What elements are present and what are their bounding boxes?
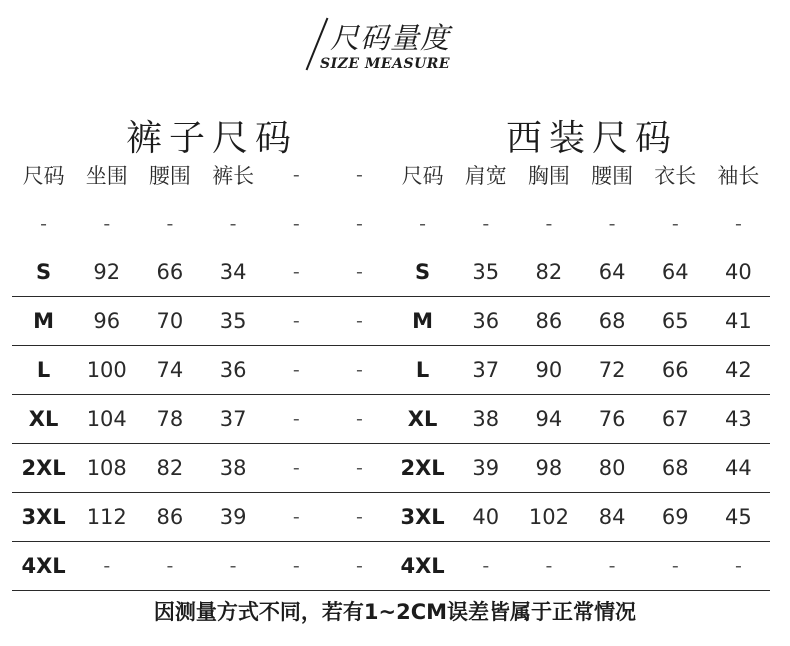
size-label-cell: S <box>36 260 52 284</box>
table-cell: 69 <box>661 505 689 529</box>
table-cell: 65 <box>661 309 689 333</box>
table-cell: 40 <box>725 260 752 284</box>
table-cell: 82 <box>535 260 563 284</box>
row-divider <box>12 590 770 591</box>
table-cell: - <box>355 408 363 430</box>
footer-note: 因测量方式不同，若有1~2CM误差皆属于正常情况 <box>153 600 637 624</box>
table-cell: 38 <box>219 456 247 480</box>
table-cell: 86 <box>535 309 563 333</box>
column-header: 尺码 <box>401 164 444 188</box>
table-cell: 96 <box>93 309 121 333</box>
table-cell: 36 <box>472 309 500 333</box>
table-cell: 35 <box>472 260 500 284</box>
table-cell: 41 <box>725 309 752 333</box>
table-cell: 68 <box>598 309 626 333</box>
size-label-cell: 3XL <box>400 505 445 529</box>
table-cell: 45 <box>725 505 752 529</box>
table-cell: - <box>292 213 300 235</box>
table-cell: - <box>229 213 237 235</box>
size-label-cell: M <box>33 309 55 333</box>
table-cell: 37 <box>472 358 500 382</box>
table-cell: 72 <box>598 358 626 382</box>
table-cell: 78 <box>156 407 184 431</box>
table-cell: - <box>292 261 300 283</box>
table-cell: 86 <box>156 505 184 529</box>
table-cell: 67 <box>661 407 689 431</box>
page-title: 尺码量度 <box>330 21 451 55</box>
table-cell: 66 <box>156 260 184 284</box>
column-header: 胸围 <box>527 164 570 188</box>
table-cell: 66 <box>661 358 689 382</box>
table-cell: 104 <box>86 407 127 431</box>
table-cell: 38 <box>472 407 500 431</box>
size-label-cell: - <box>40 213 47 235</box>
column-header: 肩宽 <box>464 164 507 188</box>
table-cell: 100 <box>86 358 127 382</box>
size-label-cell: - <box>419 213 426 235</box>
table-cell: - <box>292 506 300 528</box>
table-cell: - <box>103 555 111 577</box>
table-cell: 90 <box>535 358 563 382</box>
table-cell: 98 <box>535 456 563 480</box>
table-cell: 64 <box>661 260 689 284</box>
column-header: 衣长 <box>654 164 697 188</box>
table-cell: 37 <box>219 407 247 431</box>
table-cell: 80 <box>598 456 626 480</box>
table-cell: - <box>355 261 363 283</box>
table-cell: 44 <box>725 456 752 480</box>
table-cell: - <box>292 359 300 381</box>
table-cell: 94 <box>535 407 563 431</box>
table-cell: - <box>608 213 616 235</box>
table-cell: 36 <box>219 358 247 382</box>
table-cell: - <box>545 555 553 577</box>
pants-size-title: 裤子尺码 <box>125 118 299 159</box>
column-header: 袖长 <box>717 164 760 188</box>
column-header: 腰围 <box>148 164 191 188</box>
table-cell: - <box>166 213 174 235</box>
column-header: 尺码 <box>22 164 65 188</box>
column-header: 裤长 <box>212 164 255 188</box>
size-label-cell: S <box>415 260 431 284</box>
column-header: 腰围 <box>591 164 634 188</box>
table-cell: 39 <box>219 505 247 529</box>
table-cell: - <box>734 213 742 235</box>
table-cell: 92 <box>93 260 121 284</box>
table-cell: 108 <box>86 456 127 480</box>
size-table <box>12 150 770 591</box>
size-label-cell: L <box>415 358 430 382</box>
table-cell: 64 <box>598 260 626 284</box>
table-cell: - <box>545 213 553 235</box>
table-cell: - <box>482 213 490 235</box>
table-cell: 34 <box>219 260 247 284</box>
table-cell: 68 <box>661 456 689 480</box>
size-label-cell: 4XL <box>400 554 445 578</box>
table-cell: - <box>671 555 679 577</box>
table-cell: 43 <box>725 407 752 431</box>
size-label-cell: 3XL <box>21 505 66 529</box>
size-label-cell: 2XL <box>400 456 445 480</box>
size-label-cell: L <box>36 358 51 382</box>
table-cell: - <box>292 310 300 332</box>
table-cell: 39 <box>472 456 500 480</box>
table-cell: - <box>103 213 111 235</box>
table-cell: - <box>355 457 363 479</box>
table-cell: 84 <box>598 505 626 529</box>
size-label-cell: 4XL <box>21 554 66 578</box>
column-header: - <box>355 164 363 186</box>
table-cell: 112 <box>86 505 127 529</box>
suit-size-title: 西装尺码 <box>505 118 679 159</box>
table-cell: - <box>671 213 679 235</box>
table-cell: - <box>355 555 363 577</box>
page-subtitle: SIZE MEASURE <box>320 56 451 72</box>
page-header <box>0 0 790 80</box>
table-cell: - <box>734 555 742 577</box>
table-cell: - <box>355 310 363 332</box>
table-cell: 76 <box>598 407 626 431</box>
table-cell: 40 <box>472 505 500 529</box>
table-cell: 70 <box>156 309 184 333</box>
table-cell: - <box>166 555 174 577</box>
table-cell: 74 <box>156 358 184 382</box>
table-cell: - <box>355 359 363 381</box>
table-cell: 82 <box>156 456 184 480</box>
table-cell: - <box>292 408 300 430</box>
table-cell: 42 <box>725 358 752 382</box>
table-cell: 102 <box>528 505 569 529</box>
table-cell: - <box>292 555 300 577</box>
size-label-cell: XL <box>407 407 438 431</box>
size-label-cell: M <box>412 309 434 333</box>
table-cell: - <box>355 506 363 528</box>
table-cell: - <box>482 555 490 577</box>
size-label-cell: XL <box>28 407 59 431</box>
table-cell: 35 <box>219 309 247 333</box>
size-label-cell: 2XL <box>21 456 66 480</box>
table-cell: - <box>229 555 237 577</box>
table-cell: - <box>355 213 363 235</box>
column-header: - <box>292 164 300 186</box>
table-cell: - <box>292 457 300 479</box>
column-header: 坐围 <box>85 164 128 188</box>
table-cell: - <box>608 555 616 577</box>
